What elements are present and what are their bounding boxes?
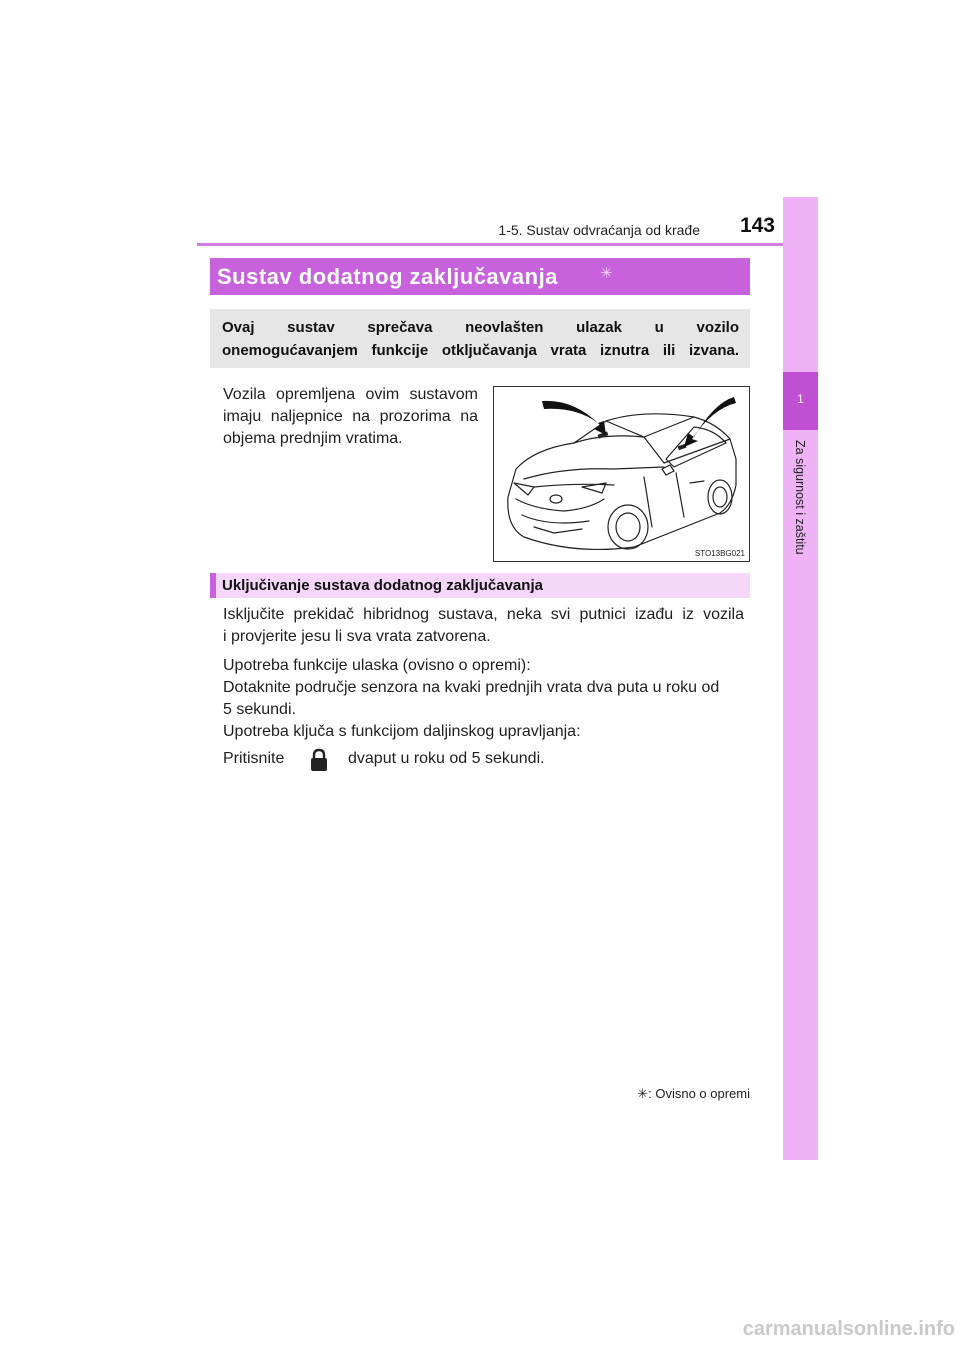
subheading: Uključivanje sustava dodatnog zaključavanja <box>222 577 543 594</box>
step-2-line-2: Dotaknite područje senzora na kvaki prednjih vrata dva puta u roku od <box>223 679 720 696</box>
chapter-number: 1 <box>797 392 804 406</box>
body-line-2: imaju naljepnice na prozorima na <box>223 408 478 425</box>
footnote-text: : Ovisno o opremi <box>648 1086 750 1101</box>
footnote-star-icon: ✳ <box>637 1086 649 1101</box>
car-illustration <box>493 386 750 562</box>
step-2-line-1: Upotreba funkcije ulaska (ovisno o opremi): <box>223 657 531 674</box>
step-2-pritisnite: Pritisnite <box>223 750 285 767</box>
running-header-section: 1-5. Sustav odvraćanja od krađe <box>498 222 700 238</box>
step-2-rest: dvaput u roku od 5 sekundi. <box>348 750 545 767</box>
car-drawing <box>494 387 749 561</box>
step-2-line-3: 5 sekundi. <box>223 701 296 718</box>
lock-button-icon <box>309 748 329 772</box>
intro-text-line-2: onemogućavanjem funkcije otključavanja vrata iznutra ili izvana. <box>222 342 739 359</box>
chapter-side-strip <box>783 197 818 1160</box>
page-number: 143 <box>739 214 775 237</box>
section-title-text: Sustav dodatnog zaključavanja <box>217 264 558 289</box>
chapter-title-text: Za sigurnost i zaštitu <box>793 440 807 555</box>
section-title <box>217 264 614 290</box>
step-1-line-2: i provjerite jesu li sva vrata zatvorena. <box>223 628 491 645</box>
step-1-line-1: Isključite prekidač hibridnog sustava, neka svi putnici izađu iz vozila <box>223 606 744 623</box>
intro-text-line-1: Ovaj sustav sprečava neovlašten ulazak u vozilo <box>222 319 739 336</box>
chapter-title-vertical <box>782 440 818 640</box>
watermark: carmanualsonline.info <box>742 1318 955 1340</box>
body-line-1: Vozila opremljena ovim sustavom <box>223 386 478 403</box>
intro-box <box>210 309 750 368</box>
header-divider <box>197 243 818 246</box>
body-line-3: objema prednjim vratima. <box>223 430 403 447</box>
illustration-code: STO13BG021 <box>694 549 745 558</box>
equipment-star-icon: ✳ <box>600 265 614 282</box>
footnote <box>580 1086 750 1102</box>
step-2-line-4: Upotreba ključa s funkcijom daljinskog upravljanja: <box>223 723 581 740</box>
